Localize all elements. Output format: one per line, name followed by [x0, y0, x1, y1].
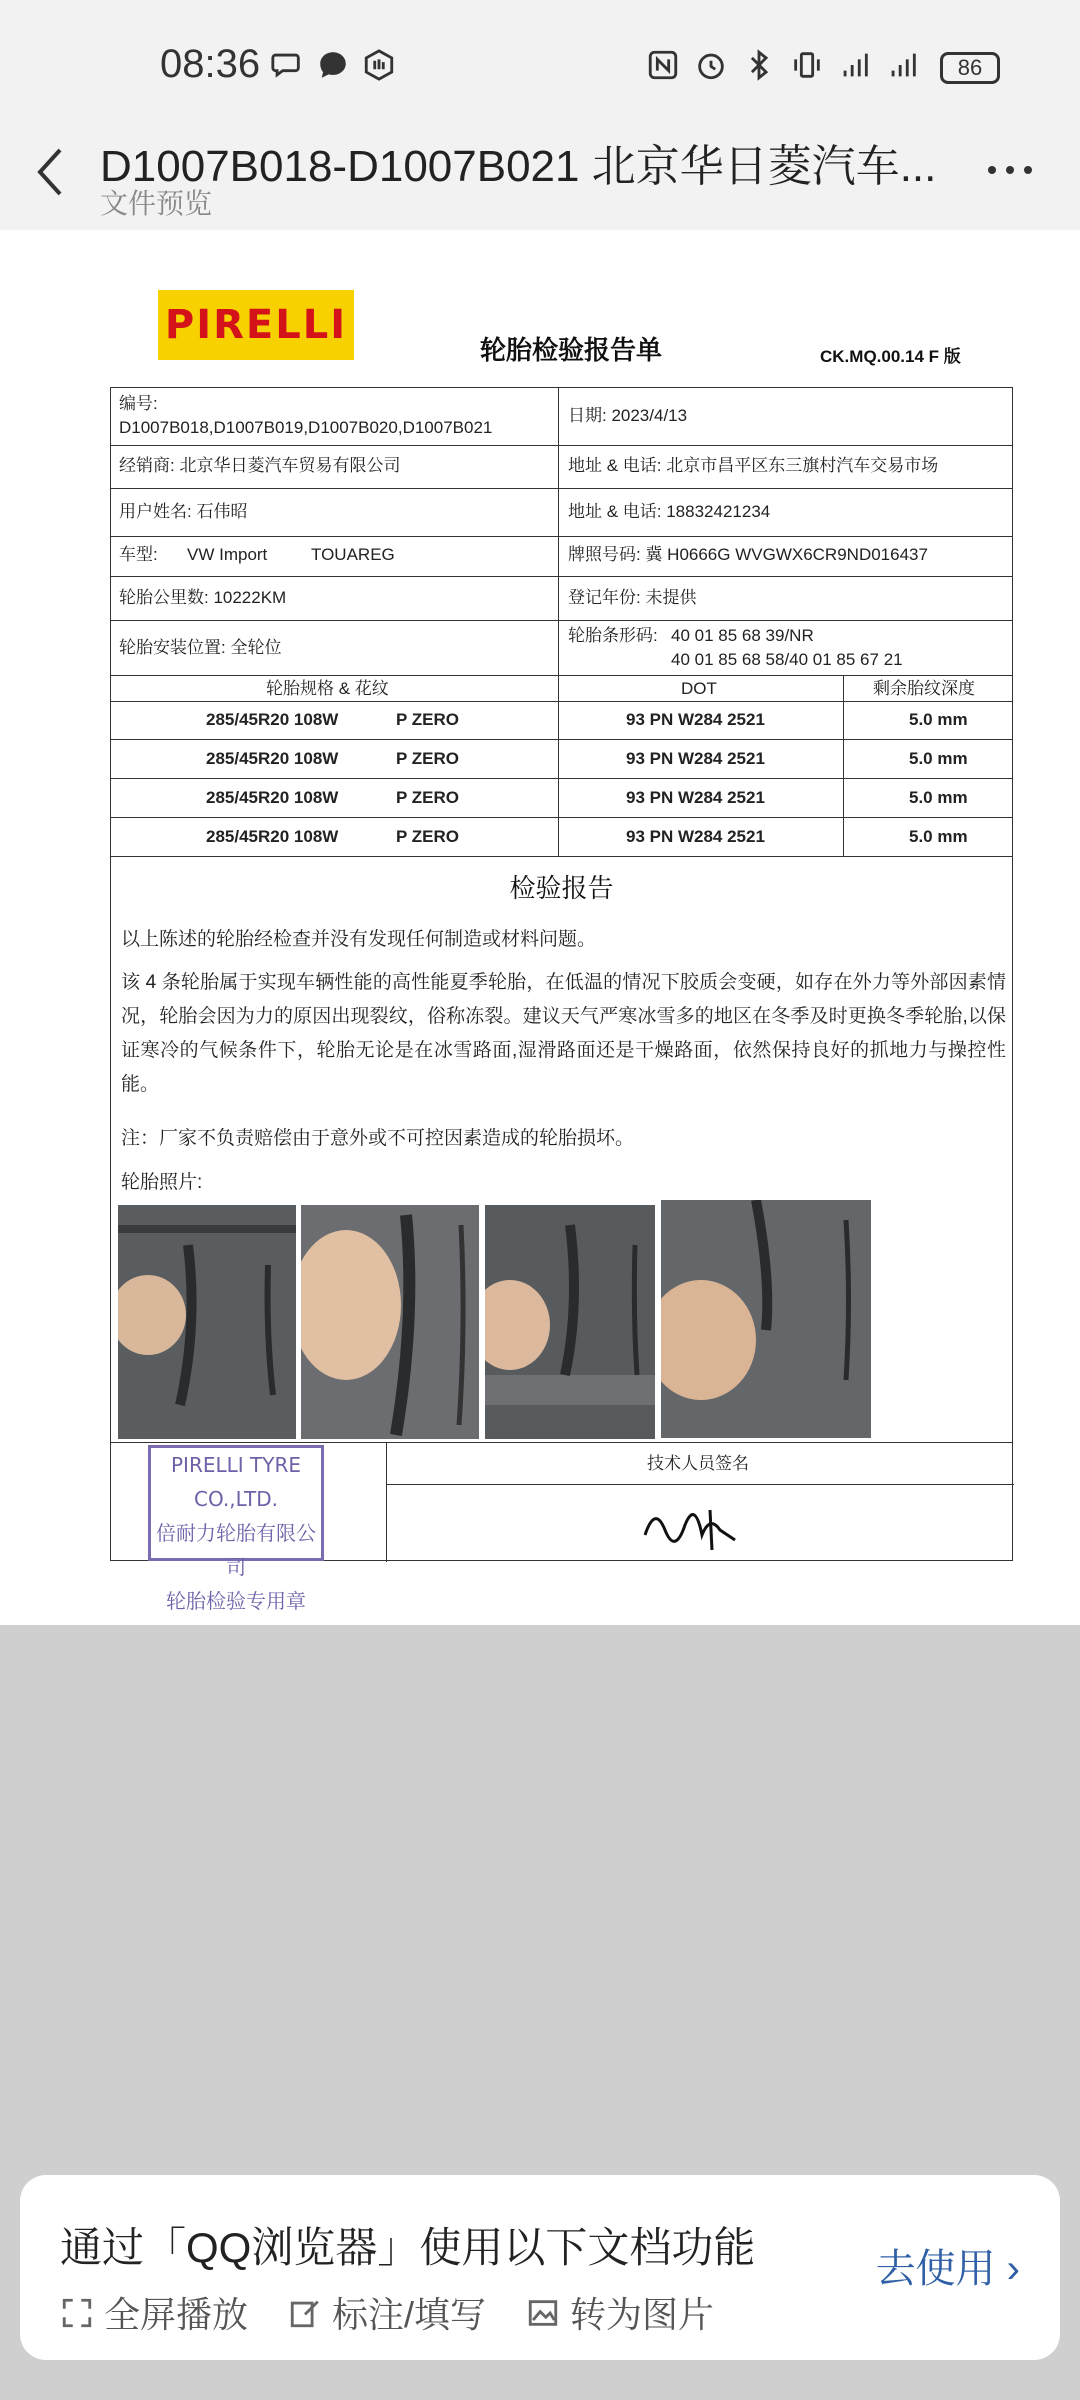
tread-depth: 5.0 mm — [909, 749, 968, 768]
promo-features — [60, 2287, 714, 2338]
tire-pattern: P ZERO — [396, 827, 459, 846]
nfc-icon — [646, 48, 680, 82]
tire-spec: 285/45R20 108W — [206, 710, 339, 729]
bluetooth-icon — [742, 48, 776, 82]
chat-bubble-icon — [270, 48, 304, 82]
field-dealer: 经销商: 北京华日菱汽车贸易有限公司 — [119, 456, 401, 475]
field-model-make: VW Import — [187, 545, 268, 564]
field-user-name: 用户姓名: 石伟昭 — [119, 502, 248, 521]
tire-photo-4 — [661, 1200, 871, 1438]
photos-label: 轮胎照片: — [121, 1172, 203, 1193]
status-time: 08:36 — [160, 42, 261, 86]
document-title: D1007B018-D1007B021 北京华日菱汽车... — [100, 142, 937, 191]
notification-icons — [270, 48, 396, 82]
back-arrow-icon[interactable] — [30, 142, 70, 202]
field-barcode-label: 轮胎条形码: — [568, 626, 658, 645]
image-icon — [526, 2296, 560, 2330]
field-install-position: 轮胎安装位置: 全轮位 — [119, 638, 282, 657]
battery-indicator: 86 — [940, 52, 1000, 84]
field-address: 地址 & 电话: 北京市昌平区东三旗村汽车交易市场 — [568, 456, 939, 475]
report-note: 注：厂家不负责赔偿由于意外或不可控因素造成的轮胎损坏。 — [121, 1128, 635, 1149]
tread-depth: 5.0 mm — [909, 788, 968, 807]
title-bar — [0, 130, 1080, 230]
fullscreen-feature[interactable]: 全屏播放 — [60, 2287, 248, 2338]
field-barcode-2: 40 01 85 68 58/40 01 85 67 21 — [671, 650, 903, 669]
field-registration-year: 登记年份: 未提供 — [568, 588, 697, 607]
table-header-spec: 轮胎规格 & 花纹 — [266, 679, 389, 698]
edit-icon — [288, 2296, 322, 2330]
field-model-name: TOUAREG — [311, 545, 395, 564]
inspection-stamp: PIRELLI TYRE CO.,LTD. 倍耐力轮胎有限公司 轮胎检验专用章 — [148, 1445, 324, 1561]
table-header-depth: 剩余胎纹深度 — [873, 679, 975, 698]
inspection-report-title: 检验报告 — [509, 873, 614, 903]
signal-4g-icon — [886, 48, 920, 82]
tire-dot: 93 PN W284 2521 — [626, 827, 765, 846]
tire-spec: 285/45R20 108W — [206, 749, 339, 768]
go-use-button[interactable]: 去使用 › — [875, 2247, 1020, 2291]
to-image-feature[interactable]: 转为图片 — [526, 2287, 714, 2338]
annotate-feature[interactable]: 标注/填写 — [288, 2287, 486, 2338]
field-phone: 地址 & 电话: 18832421234 — [568, 502, 771, 521]
tire-spec: 285/45R20 108W — [206, 827, 339, 846]
tire-pattern: P ZERO — [396, 710, 459, 729]
field-mileage: 轮胎公里数: 10222KM — [119, 588, 287, 607]
field-model-label: 车型: — [119, 545, 158, 564]
tire-photo-1 — [118, 1205, 296, 1439]
document-subtitle: 文件预览 — [100, 188, 213, 219]
field-plate: 牌照号码: 冀 H0666G WVGWX6CR9ND016437 — [568, 545, 928, 564]
field-number-label: 编号: — [119, 394, 158, 413]
vibrate-icon — [790, 48, 824, 82]
pirelli-logo: PIRELLI — [158, 290, 354, 360]
system-icons — [646, 48, 920, 82]
tire-photo-3 — [485, 1205, 655, 1439]
tire-dot: 93 PN W284 2521 — [626, 788, 765, 807]
promo-text: 通过「QQ浏览器」使用以下文档功能 — [60, 2224, 756, 2271]
tire-spec: 285/45R20 108W — [206, 788, 339, 807]
tread-depth: 5.0 mm — [909, 710, 968, 729]
tread-depth: 5.0 mm — [909, 827, 968, 846]
tire-pattern: P ZERO — [396, 749, 459, 768]
signature-label: 技术人员签名 — [647, 1454, 749, 1473]
field-number-value: D1007B018,D1007B019,D1007B020,D1007B021 — [119, 418, 493, 437]
tire-dot: 93 PN W284 2521 — [626, 710, 765, 729]
report-code: CK.MQ.00.14 F 版 — [820, 347, 961, 366]
report-paragraph-1: 以上陈述的轮胎经检查并没有发现任何制造或材料问题。 — [121, 929, 597, 950]
qq-browser-promo[interactable] — [20, 2175, 1060, 2360]
report-title: 轮胎检验报告单 — [480, 335, 663, 365]
signal-5g-icon — [838, 48, 872, 82]
technician-signature — [640, 1495, 750, 1555]
tire-dot: 93 PN W284 2521 — [626, 749, 765, 768]
document-page[interactable] — [0, 230, 1080, 1625]
tire-pattern: P ZERO — [396, 788, 459, 807]
more-options-icon[interactable] — [985, 160, 1035, 180]
field-barcode-1: 40 01 85 68 39/NR — [671, 626, 814, 645]
table-header-dot: DOT — [681, 679, 717, 698]
message-icon — [316, 48, 350, 82]
fullscreen-icon — [60, 2296, 94, 2330]
status-bar — [0, 0, 1080, 130]
alarm-icon — [694, 48, 728, 82]
hand-icon — [362, 48, 396, 82]
tire-photo-2 — [301, 1205, 479, 1439]
field-date: 日期: 2023/4/13 — [568, 406, 688, 425]
report-paragraph-2: 该 4 条轮胎属于实现车辆性能的高性能夏季轮胎，在低温的情况下胶质会变硬，如存在外力等外部因素情况，轮胎会因为力的原因出现裂纹，俗称冻裂。建议天气严寒冰雪多的地区在冬季及时更换冬季轮胎,以保证寒冷的气候条件下，轮胎无论是在冰雪路面,湿滑路面还是干燥路面，依然保持良好的抓地力与操控性能。 — [121, 972, 1006, 1095]
